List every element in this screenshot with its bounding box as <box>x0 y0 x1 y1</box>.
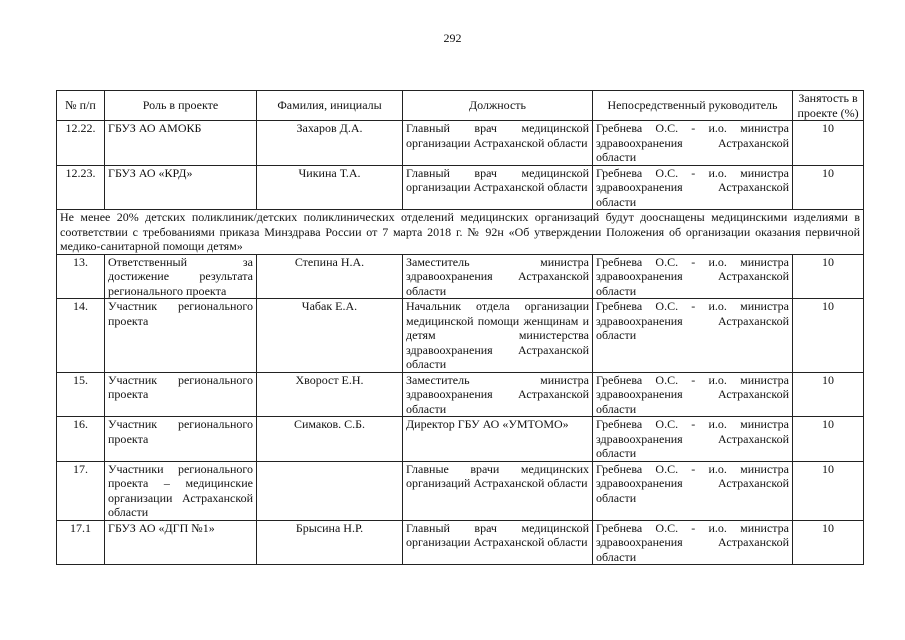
cell-num: 12.22. <box>57 121 105 166</box>
cell-name: Захаров Д.А. <box>257 121 403 166</box>
cell-supervisor: Гребнева О.С. - и.о. министра здравоохранения Астраханской области <box>593 461 793 520</box>
cell-role: Участник регионального проекта <box>105 372 257 417</box>
cell-position: Главные врачи медицинских организаций Астраханской области <box>403 461 593 520</box>
section-note-row <box>57 210 864 255</box>
cell-supervisor: Гребнева О.С. - и.о. министра здравоохранения Астраханской области <box>593 121 793 166</box>
cell-employment: 10 <box>793 121 864 166</box>
cell-supervisor: Гребнева О.С. - и.о. министра здравоохранения Астраханской области <box>593 165 793 210</box>
table-body-a <box>57 121 864 210</box>
cell-name: Чабак Е.А. <box>257 299 403 373</box>
cell-supervisor: Гребнева О.С. - и.о. министра здравоохранения Астраханской области <box>593 417 793 462</box>
cell-position: Заместитель министра здравоохранения Астраханской области <box>403 372 593 417</box>
table-row <box>57 121 864 166</box>
header-position: Должность <box>403 91 593 121</box>
table-row <box>57 417 864 462</box>
table-body-b <box>57 254 864 565</box>
cell-num: 15. <box>57 372 105 417</box>
table-row <box>57 299 864 373</box>
cell-role: ГБУЗ АО «ДГП №1» <box>105 520 257 565</box>
cell-employment: 10 <box>793 165 864 210</box>
cell-employment: 10 <box>793 520 864 565</box>
project-staff-table <box>56 90 864 565</box>
header-num: № п/п <box>57 91 105 121</box>
section-note-body <box>57 210 864 255</box>
cell-employment: 10 <box>793 254 864 299</box>
cell-num: 13. <box>57 254 105 299</box>
cell-name: Чикина Т.А. <box>257 165 403 210</box>
cell-employment: 10 <box>793 461 864 520</box>
cell-name <box>257 461 403 520</box>
cell-name: Степина Н.А. <box>257 254 403 299</box>
page-number: 292 <box>443 31 462 45</box>
cell-role: Участники регионального проекта – медицинские организации Астраханской области <box>105 461 257 520</box>
cell-position: Начальник отдела организации медицинской помощи женщинам и детям министерства здравоохранения Астраханской области <box>403 299 593 373</box>
cell-role: Ответственный за достижение результата регионального проекта <box>105 254 257 299</box>
cell-role: Участник регионального проекта <box>105 417 257 462</box>
table-row <box>57 372 864 417</box>
cell-num: 17. <box>57 461 105 520</box>
cell-name: Симаков. С.Б. <box>257 417 403 462</box>
table-header-row <box>57 91 864 121</box>
cell-num: 16. <box>57 417 105 462</box>
cell-position: Главный врач медицинской организации Астраханской области <box>403 165 593 210</box>
cell-employment: 10 <box>793 299 864 373</box>
cell-role: Участник регионального проекта <box>105 299 257 373</box>
cell-num: 12.23. <box>57 165 105 210</box>
table-row <box>57 520 864 565</box>
table-row <box>57 254 864 299</box>
header-employment: Занятость в проекте (%) <box>793 91 864 121</box>
cell-position: Заместитель министра здравоохранения Астраханской области <box>403 254 593 299</box>
cell-supervisor: Гребнева О.С. - и.о. министра здравоохранения Астраханской области <box>593 372 793 417</box>
cell-supervisor: Гребнева О.С. - и.о. министра здравоохранения Астраханской области <box>593 254 793 299</box>
cell-position: Главный врач медицинской организации Астраханской области <box>403 121 593 166</box>
cell-role: ГБУЗ АО АМОКБ <box>105 121 257 166</box>
cell-name: Хворост Е.Н. <box>257 372 403 417</box>
header-supervisor: Непосредственный руководитель <box>593 91 793 121</box>
cell-role: ГБУЗ АО «КРД» <box>105 165 257 210</box>
cell-position: Директор ГБУ АО «УМТОМО» <box>403 417 593 462</box>
cell-employment: 10 <box>793 417 864 462</box>
cell-num: 17.1 <box>57 520 105 565</box>
cell-num: 14. <box>57 299 105 373</box>
header-name: Фамилия, инициалы <box>257 91 403 121</box>
cell-supervisor: Гребнева О.С. - и.о. министра здравоохранения Астраханской области <box>593 520 793 565</box>
table-row <box>57 461 864 520</box>
cell-supervisor: Гребнева О.С. - и.о. министра здравоохранения Астраханской области <box>593 299 793 373</box>
section-note: Не менее 20% детских поликлиник/детских поликлинических отделений медицинских организаций будут дооснащены медицинскими изделиями в соответствии с требованиями приказа Минздрава России от 7 марта 2018 г. № 92н «Об утверждении Положения об организации оказания первичной медико-санитарной помощи детям» <box>57 210 864 255</box>
header-role: Роль в проекте <box>105 91 257 121</box>
cell-position: Главный врач медицинской организации Астраханской области <box>403 520 593 565</box>
cell-name: Брысина Н.Р. <box>257 520 403 565</box>
cell-employment: 10 <box>793 372 864 417</box>
table-row <box>57 165 864 210</box>
